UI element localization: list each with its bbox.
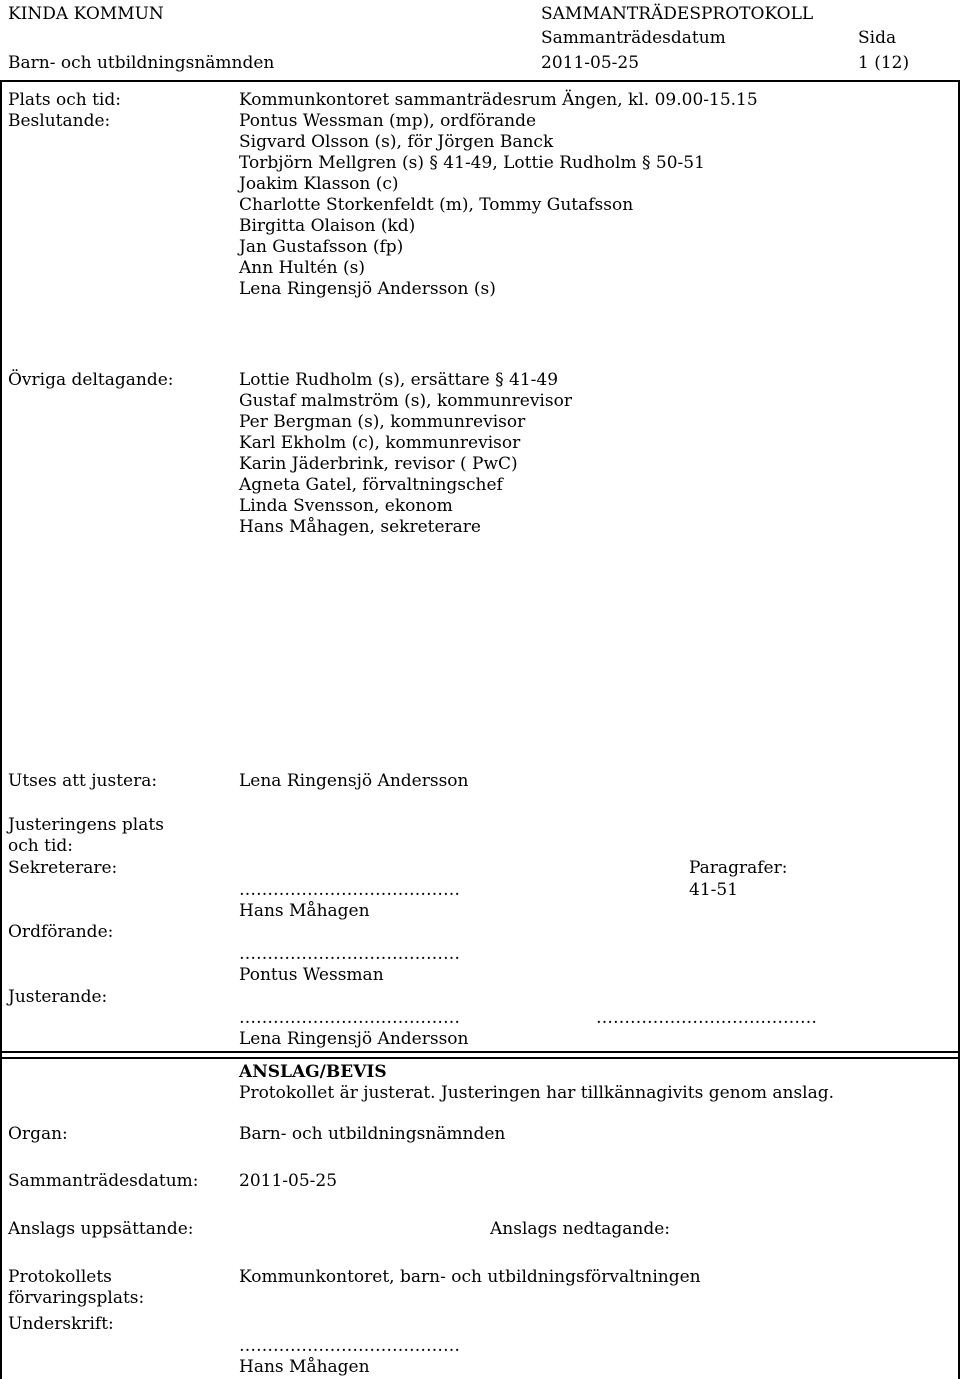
notice-date-label: Sammanträdesdatum: [8, 1171, 199, 1191]
other-participant: Karl Ekholm (c), kommunrevisor [239, 433, 521, 453]
deciding-label: Beslutande: [8, 111, 111, 131]
chair-label: Ordförande: [8, 922, 114, 942]
place-value: Kommunkontoret sammanträdesrum Ängen, kl. 09.00-15.15 [239, 90, 758, 110]
adjuster-signature-line: ………………………………… [239, 1008, 460, 1028]
deciding-member: Birgitta Olaison (kd) [239, 216, 416, 236]
deciding-member: Sigvard Olsson (s), för Jörgen Banck [239, 132, 554, 152]
notice-text: Protokollet är justerat. Justeringen har tillkännagivits genom anslag. [239, 1083, 835, 1103]
notice-top-border [0, 1051, 960, 1053]
paragraphs-label: Paragrafer: [689, 858, 788, 878]
signature-label: Underskrift: [8, 1314, 114, 1334]
storage-value: Kommunkontoret, barn- och utbildningsförvaltningen [239, 1267, 701, 1287]
board-name: Barn- och utbildningsnämnden [8, 53, 275, 73]
meeting-date-label: Sammanträdesdatum [541, 28, 726, 48]
others-list [239, 370, 572, 538]
page-label: Sida [858, 28, 897, 48]
secretary-label: Sekreterare: [8, 858, 118, 878]
deciding-member: Joakim Klasson (c) [239, 174, 399, 194]
posted-label: Anslags uppsättande: [8, 1219, 194, 1239]
storage-label: Protokollets [8, 1267, 112, 1287]
adjuster-label: Justerande: [8, 987, 108, 1007]
signature-line: ………………………………… [239, 1336, 460, 1356]
appointed-value: Lena Ringensjö Andersson [239, 771, 469, 791]
meeting-date: 2011-05-25 [541, 53, 640, 73]
organ-value: Barn- och utbildningsnämnden [239, 1124, 506, 1144]
secretary-name: Hans Måhagen [239, 901, 370, 921]
adjust-place-label: Justeringens plats [8, 815, 164, 835]
deciding-member: Jan Gustafsson (fp) [239, 237, 404, 257]
notice-top-border-inner [0, 1057, 960, 1059]
other-participant: Linda Svensson, ekonom [239, 496, 453, 516]
notice-date-value: 2011-05-25 [239, 1171, 338, 1191]
appointed-label: Utses att justera: [8, 771, 158, 791]
paragraphs-value: 41-51 [689, 880, 739, 900]
deciding-list [239, 111, 705, 300]
other-participant: Hans Måhagen, sekreterare [239, 517, 481, 537]
other-participant: Gustaf malmström (s), kommunrevisor [239, 391, 572, 411]
deciding-member: Ann Hultén (s) [239, 258, 366, 278]
header-divider [0, 80, 960, 82]
other-participant: Agneta Gatel, förvaltningschef [239, 475, 503, 495]
adjuster-name: Lena Ringensjö Andersson [239, 1029, 469, 1049]
left-border [0, 80, 2, 1379]
other-participant: Karin Jäderbrink, revisor ( PwC) [239, 454, 518, 474]
deciding-member: Lena Ringensjö Andersson (s) [239, 279, 496, 299]
other-participant: Per Bergman (s), kommunrevisor [239, 412, 526, 432]
signature-name: Hans Måhagen [239, 1357, 370, 1377]
secretary-signature-line: ………………………………… [239, 880, 460, 900]
document-type: SAMMANTRÄDESPROTOKOLL [541, 4, 814, 24]
deciding-member: Torbjörn Mellgren (s) § 41-49, Lottie Rudholm § 50-51 [239, 153, 705, 173]
chair-signature-line: ………………………………… [239, 944, 460, 964]
storage-label-2: förvaringsplats: [8, 1288, 145, 1308]
organ-label: Organ: [8, 1124, 68, 1144]
removed-label: Anslags nedtagande: [490, 1219, 671, 1239]
page-number: 1 (12) [858, 53, 910, 73]
municipality-name: KINDA KOMMUN [8, 4, 164, 24]
deciding-member: Charlotte Storkenfeldt (m), Tommy Gutafsson [239, 195, 634, 215]
other-participant: Lottie Rudholm (s), ersättare § 41-49 [239, 370, 559, 390]
others-label: Övriga deltagande: [8, 370, 174, 390]
place-label: Plats och tid: [8, 90, 121, 110]
chair-name: Pontus Wessman [239, 965, 384, 985]
adjust-time-label: och tid: [8, 836, 73, 856]
notice-title: ANSLAG/BEVIS [239, 1062, 387, 1082]
deciding-member: Pontus Wessman (mp), ordförande [239, 111, 537, 131]
adjuster-signature-line-2: ………………………………… [596, 1008, 817, 1028]
